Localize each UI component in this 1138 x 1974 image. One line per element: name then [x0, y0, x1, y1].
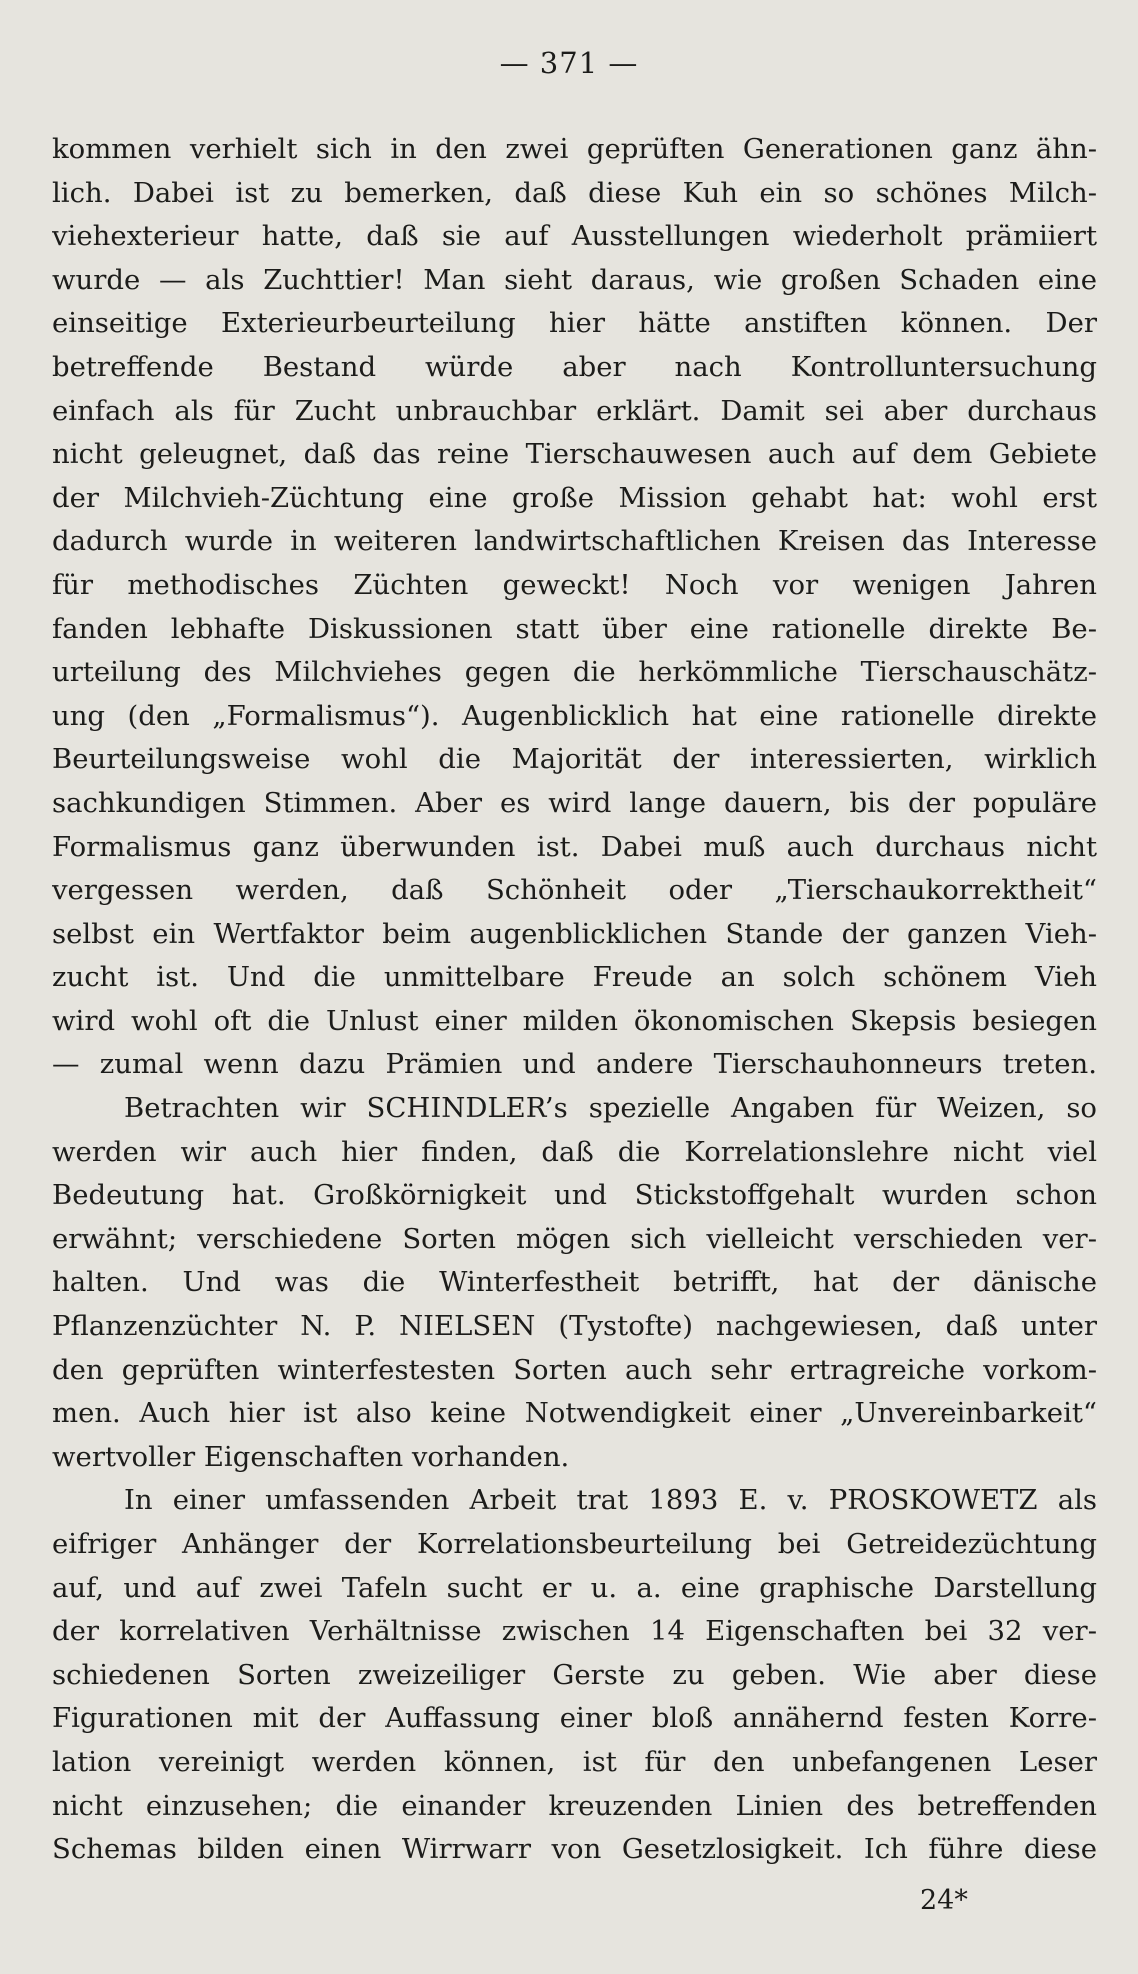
text-line: selbst ein Wertfaktor beim augenblicklichen Stande der ganzen Vieh- [52, 917, 1097, 950]
text-line: Pflanzenzüchter N. P. NIELSEN (Tystofte) nachgewiesen, daß unter [52, 1310, 1097, 1343]
text-line: auf, und auf zwei Tafeln sucht er u. a. eine graphische Darstellung [52, 1571, 1097, 1604]
text-line: nicht einzusehen; die einander kreuzenden Linien des betreffenden [52, 1789, 1097, 1822]
text-line: viehexterieur hatte, daß sie auf Ausstellungen wiederholt prämiiert [52, 220, 1097, 253]
text-line: Formalismus ganz überwunden ist. Dabei muß auch durchaus nicht [52, 830, 1097, 863]
page-number: — 371 — [499, 46, 639, 80]
text-line: werden wir auch hier finden, daß die Korrelationslehre nicht viel [52, 1135, 1097, 1168]
text-line: einseitige Exterieurbeurteilung hier hätte anstiften können. Der [52, 307, 1097, 340]
text-line: kommen verhielt sich in den zwei geprüften Generationen ganz ähn- [52, 133, 1097, 165]
text-line: halten. Und was die Winterfestheit betrifft, hat der dänische [52, 1266, 1097, 1299]
text-line: lich. Dabei ist zu bemerken, daß diese Kuh ein so schönes Milch- [52, 176, 1097, 209]
text-line: Figurationen mit der Auffassung einer bloß annähernd festen Korre- [52, 1702, 1097, 1735]
text-line: fanden lebhafte Diskussionen statt über eine rationelle direkte Be- [52, 612, 1097, 645]
text-line: lation vereinigt werden können, ist für den unbefangenen Leser [52, 1745, 1097, 1778]
signature-mark: 24* [920, 1885, 968, 1916]
text-line: vergessen werden, daß Schönheit oder „Tierschaukorrektheit“ [52, 874, 1097, 907]
text-line: — zumal wenn dazu Prämien und andere Tierschauhonneurs treten. [52, 1048, 1097, 1081]
text-line: wird wohl oft die Unlust einer milden ökonomischen Skepsis besiegen [52, 1004, 1097, 1037]
text-line: einfach als für Zucht unbrauchbar erklärt. Damit sei aber durchaus [52, 394, 1097, 427]
text-line: betreffende Bestand würde aber nach Kontrolluntersuchung [52, 350, 1097, 383]
text-line: men. Auch hier ist also keine Notwendigkeit einer „Unvereinbarkeit“ [52, 1397, 1097, 1430]
text-line: eifriger Anhänger der Korrelationsbeurteilung bei Getreidezüchtung [52, 1528, 1097, 1560]
text-line: der korrelativen Verhältnisse zwischen 14 Eigenschaften bei 32 ver- [52, 1615, 1097, 1648]
text-line: Schemas bilden einen Wirrwarr von Gesetzlosigkeit. Ich führe diese [52, 1833, 1097, 1866]
text-line: für methodisches Züchten geweckt! Noch vor wenigen Jahren [52, 568, 1097, 601]
text-line: wurde — als Zuchttier! Man sieht daraus, wie großen Schaden eine [52, 263, 1097, 296]
body-text [52, 128, 1097, 1872]
text-line: sachkundigen Stimmen. Aber es wird lange dauern, bis der populäre [52, 786, 1097, 819]
text-line: dadurch wurde in weiteren landwirtschaftlichen Kreisen das Interesse [52, 525, 1097, 558]
text-line: wertvoller Eigenschaften vorhanden. [52, 1440, 570, 1473]
text-line: schiedenen Sorten zweizeiliger Gerste zu geben. Wie aber diese [52, 1658, 1097, 1691]
text-line: zucht ist. Und die unmittelbare Freude an solch schönem Vieh [52, 961, 1097, 994]
text-line: erwähnt; verschiedene Sorten mögen sich vielleicht verschieden ver- [52, 1222, 1097, 1255]
text-line: der Milchvieh-Züchtung eine große Mission gehabt hat: wohl erst [52, 481, 1097, 514]
text-line: Bedeutung hat. Großkörnigkeit und Stickstoffgehalt wurden schon [52, 1179, 1097, 1212]
text-line: den geprüften winterfestesten Sorten auch sehr ertragreiche vorkom- [52, 1353, 1097, 1386]
text-line: urteilung des Milchviehes gegen die herkömmliche Tierschauschätz- [52, 656, 1097, 689]
text-line: Betrachten wir SCHINDLER’s spezielle Angaben für Weizen, so [124, 1092, 1097, 1125]
text-line: nicht geleugnet, daß das reine Tierschauwesen auch auf dem Gebiete [52, 438, 1097, 471]
text-line: Beurteilungsweise wohl die Majorität der interessierten, wirklich [52, 743, 1097, 776]
text-line: In einer umfassenden Arbeit trat 1893 E. v. PROSKOWETZ als [124, 1484, 1097, 1517]
text-line: ung (den „Formalismus“). Augenblicklich hat eine rationelle direkte [52, 699, 1097, 732]
